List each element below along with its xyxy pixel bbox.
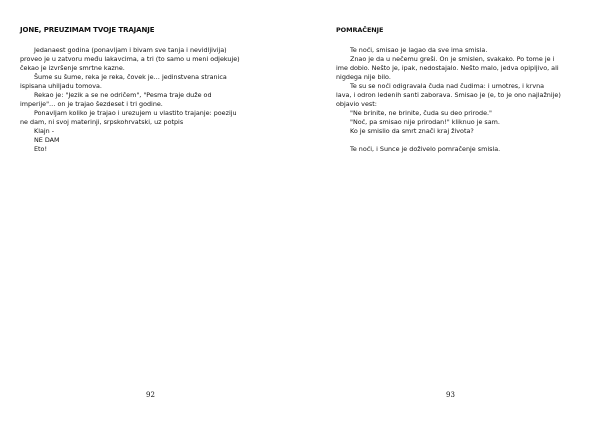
text-line: proveo je u zatvoru među lakavcima, a tri (to samo u meni odjekuje) [20, 55, 240, 63]
text-line: imperije"… on je trajao šezdeset i tri godine. [20, 100, 163, 108]
text-line: Klajn - [34, 127, 55, 135]
text-line [336, 136, 590, 145]
right-page-body [336, 46, 590, 154]
text-line: Znao je da u nečemu greši. On je smislen, svakako. Po tome je i [350, 55, 555, 63]
text-line: Te noći, smisao je lagao da sve ima smisla. [350, 46, 488, 54]
text-line: Ko je smislio da smrt znači kraj života? [350, 127, 474, 135]
text-line: ispisana uhiljadu tomova. [20, 82, 102, 90]
text-line: objavio vest: [336, 100, 377, 108]
text-line: Te su se noći odigravala čuda nad čudima: i umotres, i krvna [350, 82, 545, 90]
text-line: "Noć, pa smisao nije prirodan!" kliknuo je sam. [350, 118, 500, 126]
text-line: "Ne brinite, ne brinite, čuda su deo prirode." [350, 109, 492, 117]
text-line: nigdega nije bilo. [336, 73, 391, 81]
right-page-title: POMRAČENJE [336, 26, 384, 34]
text-line: Eto! [34, 145, 48, 153]
text-line: NE DAM [34, 136, 60, 144]
right-page-number: 93 [446, 391, 455, 399]
text-line: Šume su šume, reka je reka, čovek je… jedinstvena stranica [34, 73, 227, 81]
text-line: Te noći, i Sunce je doživelo pomračenje smisla. [350, 145, 501, 153]
left-page-body [20, 46, 282, 154]
text-line: lava, i odron ledenih santi zaborava. Smisao je (e, to je ono najlažnije) [336, 91, 561, 99]
text-line: Jedanaest godina (ponavljam i bivam sve tanja i nevidljivija) [34, 46, 227, 54]
text-line: Rekao je: "Jezik a se ne odričem", "Pesma traje duže od [34, 91, 212, 99]
text-line: čekao je izvršenje smrtne kazne. [20, 64, 125, 72]
left-page-number: 92 [146, 391, 155, 399]
text-line: ne dam, ni svoj materinji, srpskohrvatski, uz potpis [20, 118, 184, 126]
left-page-title: JONE, PREUZIMAM TVOJE TRAJANJE [20, 26, 155, 34]
text-line: Ponavljam koliko je trajao i urezujem u vlastito trajanje: poeziju [34, 109, 237, 117]
text-line: ime dobio. Nešto je, ipak, nedostajalo. Nešto malo, jedva opipljivo, ali [336, 64, 559, 72]
right-page [300, 0, 600, 428]
